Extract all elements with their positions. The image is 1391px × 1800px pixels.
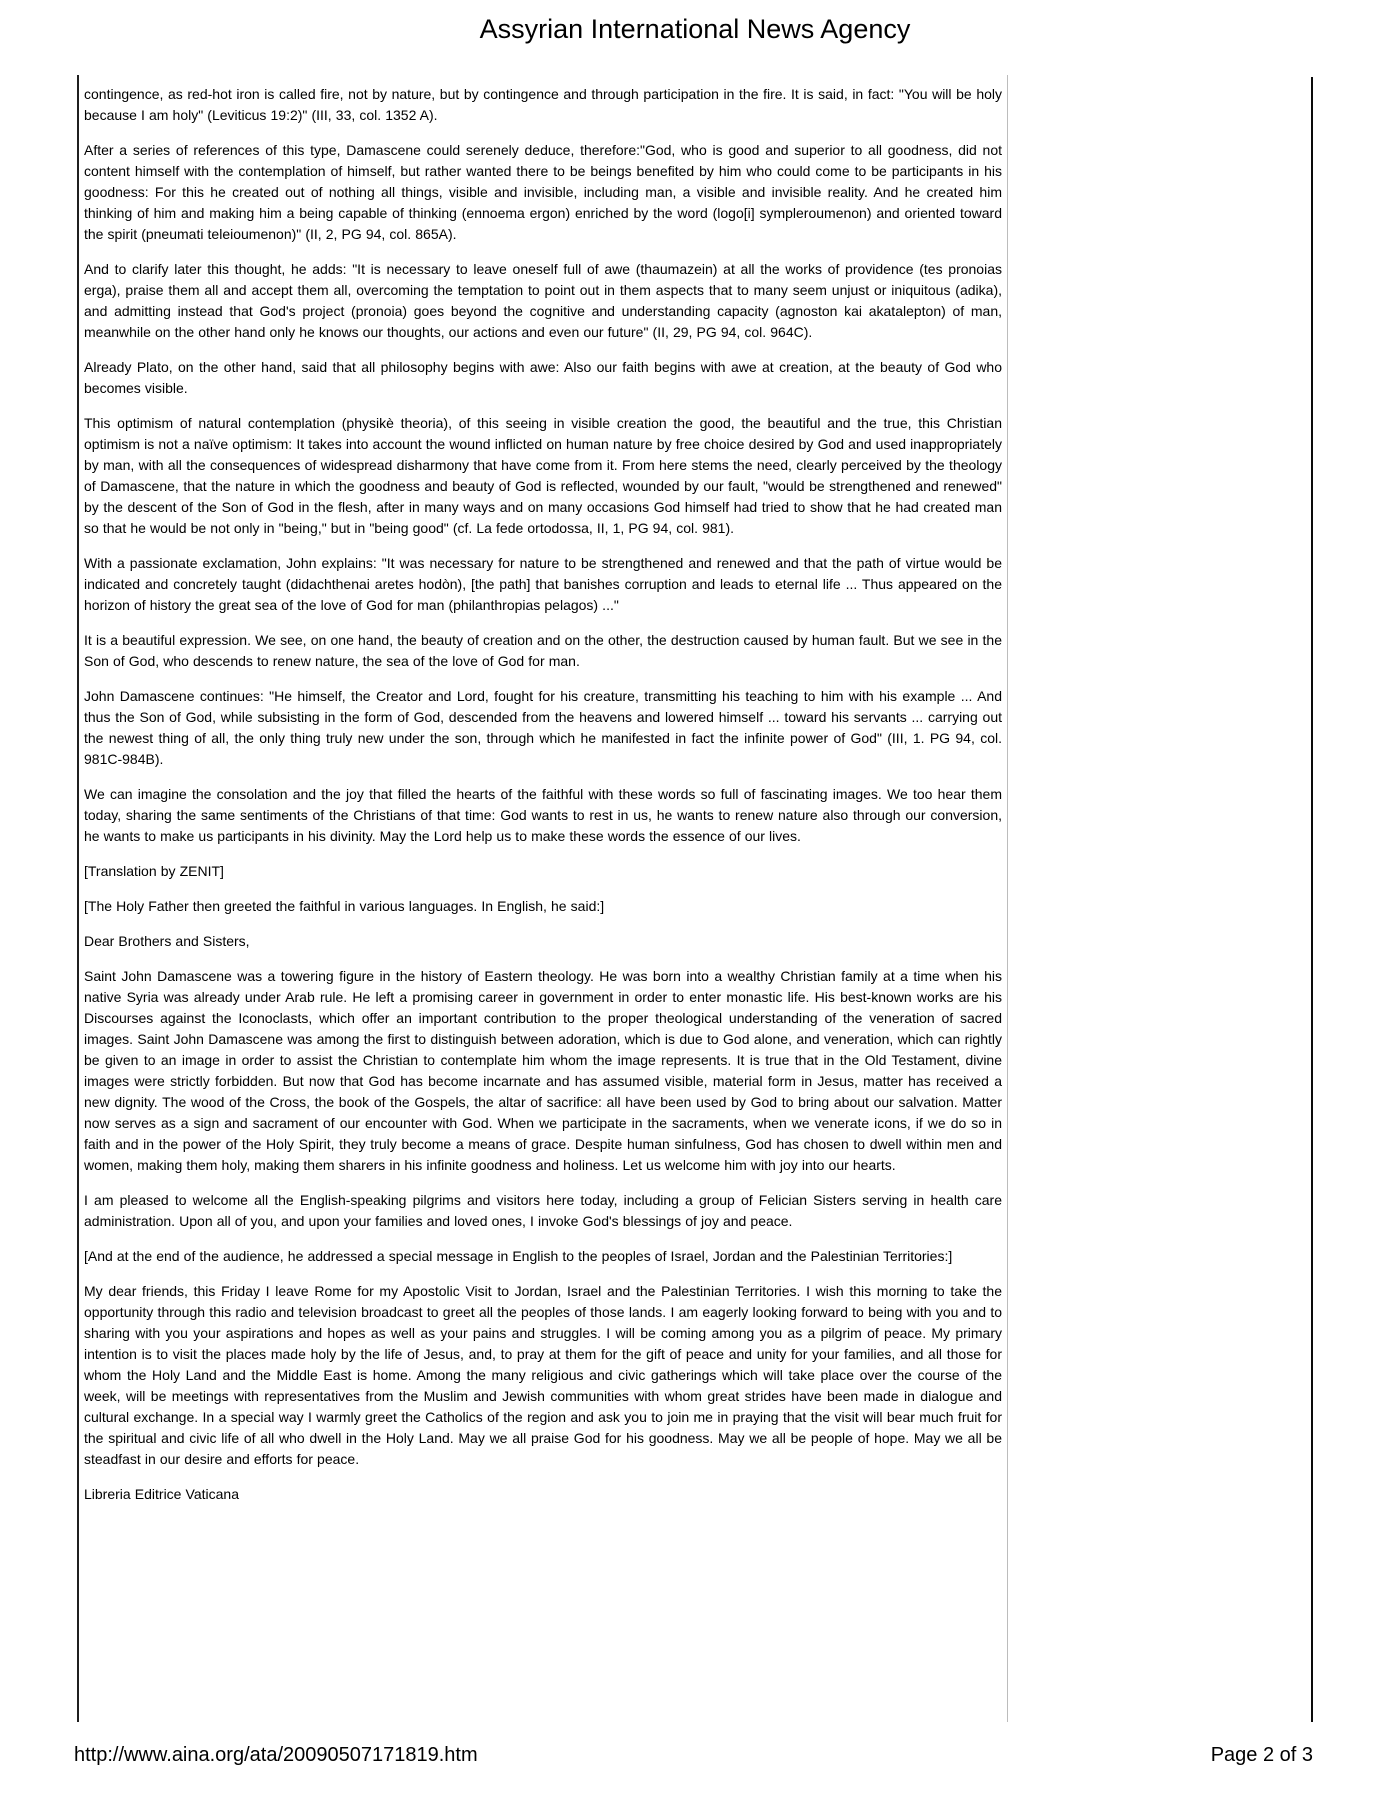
article-paragraph: With a passionate exclamation, John explains: "It was necessary for nature to be strengthened and renewed and that the path of virtue would be indicated and concretely taught (didachthenai aretes hodòn), [the path] that banishes corruption and leads to eternal life ... Thus appeared on the horizon of history the great sea of the love of God for man (philanthropias pelagos) ..." <box>84 555 1002 613</box>
article-cell <box>77 75 1008 1722</box>
article-paragraph: This optimism of natural contemplation (physikè theoria), of this seeing in visible creation the good, the beautiful and the true, this Christian optimism is not a naïve optimism: It takes into account the wound inflicted on human nature by free choice desired by God and used inappropriately by man, with all the consequences of widespread disharmony that have come from it. From here stems the need, clearly perceived by the theology of Damascene, that the nature in which the goodness and beauty of God is reflected, wounded by our fault, "would be strengthened and renewed" by the descent of the Son of God in the flesh, after in many ways and on many occasions God himself had tried to show that he had created man so that he would be not only in "being," but in "being good" (cf. La fede ortodossa, II, 1, PG 94, col. 981). <box>84 415 1002 536</box>
print-footer <box>74 1744 1313 1767</box>
article-paragraph: John Damascene continues: "He himself, the Creator and Lord, fought for his creature, transmitting his teaching to him with his example ... And thus the Son of God, while subsisting in the form of God, descended from the heavens and lowered himself ... toward his servants ... carrying out the newest thing of all, the only thing truly new under the son, through which he manifested in fact the infinite power of God" (III, 1. PG 94, col. 981C-984B). <box>84 688 1002 767</box>
article-paragraph: Dear Brothers and Sisters, <box>84 933 250 949</box>
article-paragraph: Already Plato, on the other hand, said that all philosophy begins with awe: Also our faith begins with awe at creation, at the beauty of God who becomes visible. <box>84 359 1002 396</box>
article-paragraph: I am pleased to welcome all the English-speaking pilgrims and visitors here today, including a group of Felician Sisters serving in health care administration. Upon all of you, and upon your families and loved ones, I invoke God's blessings of joy and peace. <box>84 1192 1002 1229</box>
article-paragraph: After a series of references of this type, Damascene could serenely deduce, therefore:"God, who is good and superior to all goodness, did not content himself with the contemplation of himself, but rather wanted there to be beings benefited by him who could come to be participants in his goodness: For this he created out of nothing all things, visible and invisible, including man, a visible and invisible reality. And he created him thinking of him and making him a being capable of thinking (ennoema ergon) enriched by the word (logo[i] sympleroumenon) and oriented toward the spirit (pneumati teleioumenon)" (II, 2, PG 94, col. 865A). <box>84 142 1002 242</box>
article-paragraph: [And at the end of the audience, he addressed a special message in English to the peoples of Israel, Jordan and the Palestinian Territories:] <box>84 1248 953 1264</box>
article-paragraph: And to clarify later this thought, he adds: "It is necessary to leave oneself full of awe (thaumazein) at all the works of providence (tes pronoias erga), praise them all and accept them all, overcoming the temptation to point out in them aspects that to many seem unjust or iniquitous (adika), and admitting instead that God's project (pronoia) goes beyond the cognitive and understanding capacity (agnoston kai akatalepton) of man, meanwhile on the other hand only he knows our thoughts, our actions and even our future" (II, 29, PG 94, col. 964C). <box>84 261 1002 340</box>
article-paragraph: contingence, as red-hot iron is called fire, not by nature, but by contingence and through participation in the fire. It is said, in fact: "You will be holy because I am holy" (Leviticus 19:2)" (III, 33, col. 1352 A). <box>84 86 1002 123</box>
empty-side-cell <box>1008 77 1313 1722</box>
footer-url: http://www.aina.org/ata/20090507171819.htm <box>74 1744 478 1766</box>
article-paragraph: We can imagine the consolation and the joy that filled the hearts of the faithful with these words so full of fascinating images. We too hear them today, sharing the same sentiments of the Christians of that time: God wants to rest in us, he wants to renew nature also through our conversion, he wants to make us participants in his divinity. May the Lord help us to make these words the essence of our lives. <box>84 786 1002 844</box>
page-title: Assyrian International News Agency <box>479 14 911 44</box>
article-paragraph: My dear friends, this Friday I leave Rome for my Apostolic Visit to Jordan, Israel and the Palestinian Territories. I wish this morning to take the opportunity through this radio and television broadcast to greet all the peoples of those lands. I am eagerly looking forward to being with you and to sharing with you your aspirations and hopes as well as your pains and struggles. I will be coming among you as a pilgrim of peace. My primary intention is to visit the places made holy by the life of Jesus, and, to pray at them for the gift of peace and unity for your families, and all those for whom the Holy Land and the Middle East is home. Among the many religious and civic gatherings which will take place over the course of the week, will be meetings with representatives from the Muslim and Jewish communities with whom great strides have been made in dialogue and cultural exchange. In a special way I warmly greet the Catholics of the region and ask you to join me in praying that the visit will bear much fruit for the spiritual and civic life of all who dwell in the Holy Land. May we all praise God for his goodness. May we all be people of hope. May we all be steadfast in our desire and efforts for peace. <box>84 1283 1002 1467</box>
footer-page-number: Page 2 of 3 <box>1210 1744 1313 1766</box>
article-paragraph: [Translation by ZENIT] <box>84 863 224 879</box>
article-paragraph: Saint John Damascene was a towering figure in the history of Eastern theology. He was born into a wealthy Christian family at a time when his native Syria was already under Arab rule. He left a promising career in government in order to enter monastic life. His best-known works are his Discourses against the Iconoclasts, which offer an important contribution to the proper theological understanding of the veneration of sacred images. Saint John Damascene was among the first to distinguish between adoration, which is due to God alone, and veneration, which can rightly be given to an image in order to assist the Christian to contemplate him whom the image represents. It is true that in the Old Testament, divine images were strictly forbidden. But now that God has become incarnate and has assumed visible, material form in Jesus, matter has received a new dignity. The wood of the Cross, the book of the Gospels, the altar of sacrifice: all have been used by God to bring about our salvation. Matter now serves as a sign and sacrament of our encounter with God. When we participate in the sacraments, when we venerate icons, if we do so in faith and in the power of the Holy Spirit, they truly become a means of grace. Despite human sinfulness, God has chosen to dwell within men and women, making them holy, making them sharers in his infinite goodness and holiness. Let us welcome him with joy into our hearts. <box>84 968 1002 1173</box>
article-paragraph: [The Holy Father then greeted the faithful in various languages. In English, he said:] <box>84 898 605 914</box>
article-paragraph: It is a beautiful expression. We see, on one hand, the beauty of creation and on the other, the destruction caused by human fault. But we see in the Son of God, who descends to renew nature, the sea of the love of God for man. <box>84 632 1002 669</box>
article-body <box>84 84 1002 1505</box>
article-paragraph: Libreria Editrice Vaticana <box>84 1486 239 1502</box>
